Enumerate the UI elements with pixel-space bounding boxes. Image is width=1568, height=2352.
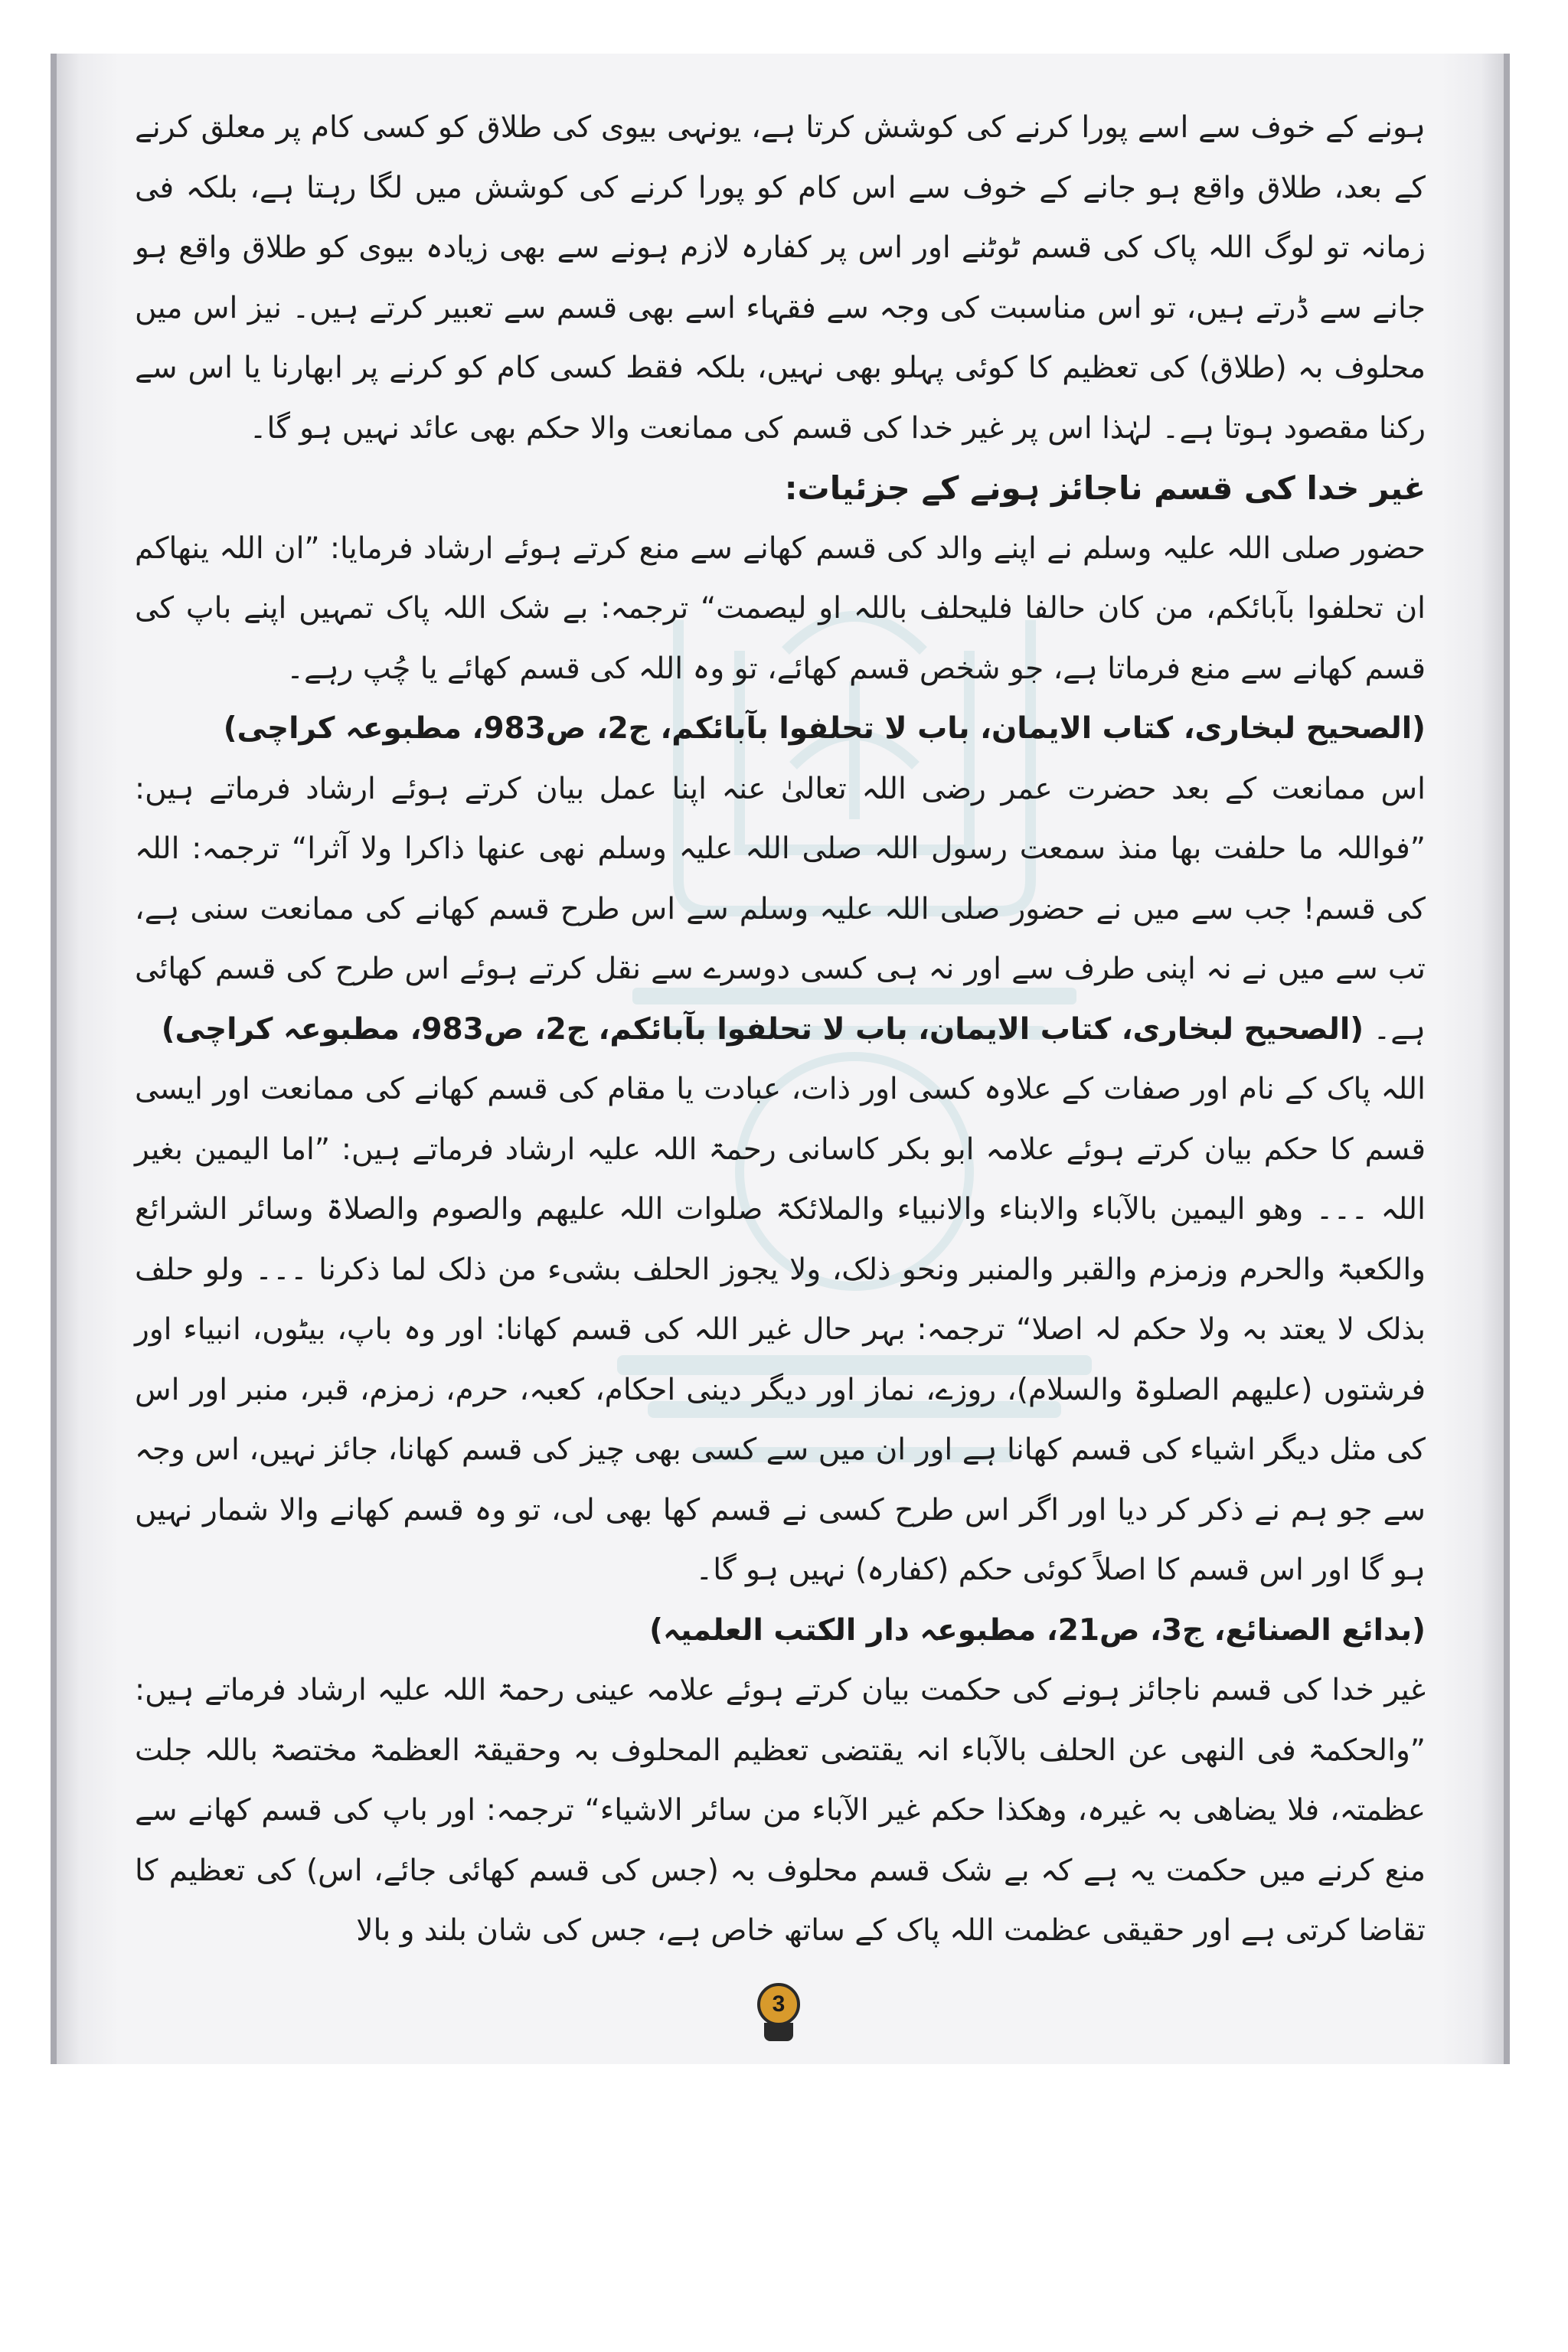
page-edge-left: [51, 54, 57, 2064]
umar-translation: “ ترجمہ: اللہ کی قسم! جب سے میں نے حضور صلی اللہ علیہ وسلم سے اس طرح قسم کھانے کی ممانعت سنی ہے، تب سے میں نے نہ اپنی طرف سے اور نہ ہی کسی دوسرے سے نقل کرتے ہوئے اس طرح کی قسم کھائی ہے۔: [135, 831, 1426, 1047]
kasani-intro: اللہ پاک کے نام اور صفات کے علاوہ کسی اور ذات، عبادت یا مقام کی قسم کھانے کی ممانعت اور ایسی قسم کا حکم بیان کرتے ہوئے علامہ ابو بکر کاسانی رحمۃ اللہ علیہ ارشاد فرماتے ہیں: ”: [135, 1072, 1426, 1167]
kasani-arabic: اما الیمین بغیر اللہ ۔۔۔ وھو الیمین بالآباء والابناء والانبیاء والملائکۃ صلوات اللہ علیھم والصوم والصلاۃ وسائر الشرائع والکعبۃ والحرم وزمزم والقبر والمنبر ونحو ذلک، ولا یجوز الحلف بشیء من ذلک لما ذکرنا ۔۔۔ ولو حلف بذلک لا یعتد بہ ولا حکم لہ اصلا: [135, 1132, 1426, 1347]
umar-arabic: فواللہ ما حلفت بھا منذ سمعت رسول اللہ صلی اللہ علیہ وسلم نھی عنھا ذاکرا ولا آثرا: [307, 831, 1410, 866]
article-body: [135, 98, 1426, 1962]
aini-arabic: والحکمۃ فی النھی عن الحلف بالآباء انہ یقتضی تعظیم المحلوف بہ وحقیقۃ العظمۃ مختصۃ باللہ جلت عظمتہ، فلا یضاھی بہ غیرہ، وھکذا حکم غیر الآباء من سائر الاشیاء: [135, 1733, 1426, 1828]
kasani-translation: “ ترجمہ: بہر حال غیر اللہ کی قسم کھانا: اور وہ باپ، بیٹوں، انبیاء اور فرشتوں (علیھم الصلوۃ والسلام)، روزے، نماز اور دیگر دینی احکام، کعبہ، حرم، زمزم، قبر، منبر اور اس کی مثل دیگر اشیاء کی قسم کھانا ہے اور ان میں سے کسی بھی چیز کی قسم کھانا، جائز نہیں، اس وجہ سے جو ہم نے ذکر کر دیا اور اگر اس طرح کسی نے قسم کھا بھی لی، تو وہ قسم کھانے والا شمار نہیں ہو گا اور اس قسم کا اصلاً کوئی حکم (کفارہ) نہیں ہو گا۔: [135, 1312, 1426, 1587]
aini-translation: “ ترجمہ: اور باپ کی قسم کھانے سے منع کرنے میں حکمت یہ ہے کہ بے شک قسم محلوف بہ (جس کی قسم کھائی جائے، اس) کی تعظیم کا تقاضا کرتی ہے اور حقیقی عظمت اللہ پاک کے ساتھ خاص ہے، جس کی شان بلند و بالا: [135, 1793, 1426, 1948]
reference-2: (الصحیح لبخاری، کتاب الایمان، باب لا تحلفوا بآبائکم، ج2، ص983، مطبوعہ کراچی): [161, 1011, 1364, 1047]
paragraph-kasani: [135, 1060, 1426, 1601]
reference-3: (بدائع الصنائع، ج3، ص21، مطبوعہ دار الکتب العلمیہ): [649, 1612, 1426, 1648]
hadith-1-translation: “ ترجمہ: بے شک اللہ پاک تمہیں اپنے باپ کی قسم کھانے سے منع فرماتا ہے، جو شخص قسم کھائے، تو وہ اللہ کی قسم کھائے یا چُپ رہے۔: [135, 591, 1426, 686]
page-number: 3: [757, 1983, 800, 2026]
aini-intro: غیر خدا کی قسم ناجائز ہونے کی حکمت بیان کرتے ہوئے علامہ عینی رحمۃ اللہ علیہ ارشاد فرماتے ہیں: ”: [135, 1673, 1426, 1768]
page-edge-right: [1504, 54, 1510, 2064]
reference-1: (الصحیح لبخاری، کتاب الایمان، باب لا تحلفوا بآبائکم، ج2، ص983، مطبوعہ کراچی): [223, 711, 1426, 746]
paragraph-intro: ہونے کے خوف سے اسے پورا کرنے کی کوشش کرتا ہے، یونہی بیوی کی طلاق کو کسی کام پر معلق کرنے کے بعد، طلاق واقع ہو جانے کے خوف سے اس کام کو پورا کرنے کی کوشش میں لگا رہتا ہے، بلکہ فی زمانہ تو لوگ اللہ پاک کی قسم ٹوٹنے اور اس پر کفارہ لازم ہونے سے بھی زیادہ بیوی کو طلاق واقع ہو جانے سے ڈرتے ہیں، تو اس مناسبت کی وجہ سے فقہاء اسے بھی قسم سے تعبیر کرتے ہیں۔ نیز اس میں محلوف بہ (طلاق) کی تعظیم کا کوئی پہلو بھی نہیں، بلکہ فقط کسی کام کو کرنے پر ابھارنا یا اس سے رکنا مقصود ہوتا ہے۔ لہٰذا اس پر غیر خدا کی قسم کی ممانعت والا حکم بھی عائد نہیں ہو گا۔: [135, 110, 1426, 446]
section-heading: غیر خدا کی قسم ناجائز ہونے کے جزئیات:: [784, 469, 1426, 507]
umar-intro: اس ممانعت کے بعد حضرت عمر رضی اللہ تعالیٰ عنہ اپنا عمل بیان کرتے ہوئے ارشاد فرماتے ہیں: ”: [135, 771, 1426, 866]
paragraph-hadith-1: [135, 519, 1426, 700]
hadith-1-intro: حضور صلی اللہ علیہ وسلم نے اپنے والد کی قسم کھانے سے منع کرتے ہوئے ارشاد فرمایا: ”: [304, 531, 1426, 566]
paragraph-aini: [135, 1661, 1426, 1962]
paragraph-umar: [135, 760, 1426, 1060]
hadith-1-arabic: ان اللہ ینھاکم ان تحلفوا بآبائکم، من کان حالفا فلیحلف باللہ او لیصمت: [135, 531, 1426, 626]
document-page: [51, 54, 1510, 2064]
page-number-tab: [764, 2023, 793, 2041]
page-number-badge-icon: [755, 1983, 805, 2044]
